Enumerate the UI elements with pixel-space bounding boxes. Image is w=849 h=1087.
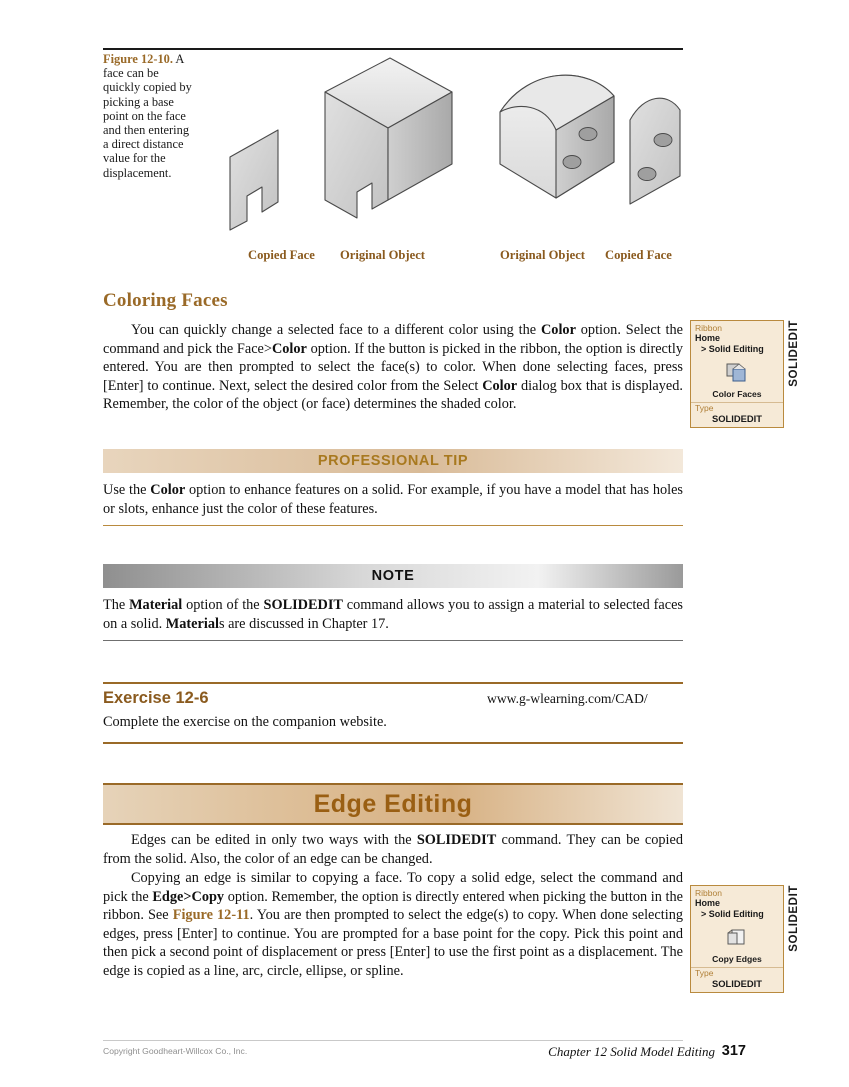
- professional-tip-text: Use the Color option to enhance features on a solid. For example, if you have a model that has holes or slots, enhance just the color of these features.: [103, 482, 683, 517]
- edge-editing-banner-text: Edge Editing: [313, 790, 473, 818]
- ribbon-box-icon-caption-2: Copy Edges: [712, 954, 762, 964]
- footer-page-number: 317: [721, 1043, 746, 1059]
- copy-edges-icon[interactable]: [691, 920, 783, 954]
- figure-label-original-object-left: Original Object: [340, 248, 425, 262]
- ribbon-box-color-faces: [690, 320, 784, 428]
- edge-editing-banner: [103, 783, 683, 825]
- side-tab-solidedit-2: SOLIDEDIT: [788, 885, 800, 952]
- figure-label-copied-face-right: Copied Face: [605, 248, 672, 262]
- ribbon-box-icon-caption-1: Color Faces: [712, 389, 762, 399]
- exercise-url[interactable]: www.g-wlearning.com/CAD/: [487, 691, 648, 706]
- note-bar: NOTE: [103, 564, 683, 588]
- side-tab-solidedit-1: SOLIDEDIT: [788, 320, 800, 387]
- paragraph-edge-editing-1: Edges can be edited in only two ways with the SOLIDEDIT command. They can be copied from the solid. Also, the color of an edge can be changed.: [103, 832, 683, 867]
- ribbon-box-label-2: Ribbon: [695, 888, 722, 898]
- figure-illustration: [200, 52, 685, 247]
- color-faces-icon[interactable]: [691, 355, 783, 389]
- exercise-top-rule: [103, 682, 683, 684]
- ribbon-box-type-label-2: Type: [695, 968, 714, 978]
- ribbon-box-command-1: SOLIDEDIT: [711, 413, 762, 424]
- figure-caption: [103, 52, 195, 180]
- exercise-title: Exercise 12-6: [103, 689, 209, 707]
- footer-rule: [103, 1040, 683, 1041]
- figure-number: Figure 12-10.: [103, 52, 173, 66]
- heading-coloring-faces: Coloring Faces: [103, 290, 228, 311]
- note-text: The Material option of the SOLIDEDIT command allows you to assign a material to selected faces on a solid. Materials are discussed in Chapter 17.: [103, 597, 683, 632]
- ribbon-box-tab-1: Home: [695, 333, 721, 343]
- figure-label-original-object-right: Original Object: [500, 248, 585, 262]
- figure-caption-text: A face can be quickly copied by picking a base point on the face and then entering a direct distance value for the displacement.: [103, 52, 192, 180]
- footer-chapter-text: Chapter 12 Solid Model Editing: [548, 1044, 715, 1059]
- footer-copyright: Copyright Goodheart-Willcox Co., Inc.: [103, 1046, 248, 1056]
- professional-tip-bar: PROFESSIONAL TIP: [103, 449, 683, 473]
- figure-labels: [200, 248, 685, 264]
- ribbon-box-tab-2: Home: [695, 898, 721, 908]
- ribbon-box-panel-2: > Solid Editing: [701, 909, 764, 919]
- figure-top-rule: [103, 48, 683, 50]
- figure-label-copied-face-left: Copied Face: [248, 248, 315, 262]
- exercise-bottom-rule: [103, 742, 683, 744]
- tip-bottom-rule: [103, 525, 683, 526]
- ribbon-box-command-2: SOLIDEDIT: [711, 978, 762, 989]
- paragraph-coloring-faces: [103, 321, 683, 414]
- ribbon-box-copy-edges: [690, 885, 784, 993]
- note-bottom-rule: [103, 640, 683, 641]
- paragraph-coloring-faces-text: You can quickly change a selected face to a different color using the Color option. Select the command and pick the Face>Color option. If the button is picked in the ribbon, the option is directly entered. You are then prompted to select the face(s) to color. When done selecting faces, press [Enter] to continue. Next, select the desired color from the Select Color dialog box that is displayed. Remember, the color of the object (or face) determines the shaded color.: [103, 322, 684, 413]
- paragraph-edge-editing-2: Copying an edge is similar to copying a face. To copy a solid edge, select the command and pick the Edge>Copy option. Remember, the option is directly entered when picking the button in the ribbon. See Figure 12-11. You are then prompted to select the edge(s) to copy. When done selecting edges, press [Enter] to continue. You are prompted for a base point for the copy. Pick this point and then pick a second point of displacement or press [Enter] to use the first point as a displacement. The edge is copied as a line, arc, circle, ellipse, or spline.: [103, 870, 683, 979]
- ribbon-box-panel-1: > Solid Editing: [701, 344, 764, 354]
- ribbon-box-type-label-1: Type: [695, 403, 714, 413]
- exercise-text: Complete the exercise on the companion website.: [103, 714, 387, 730]
- footer-chapter: [548, 1044, 715, 1060]
- ribbon-box-label-1: Ribbon: [695, 323, 722, 333]
